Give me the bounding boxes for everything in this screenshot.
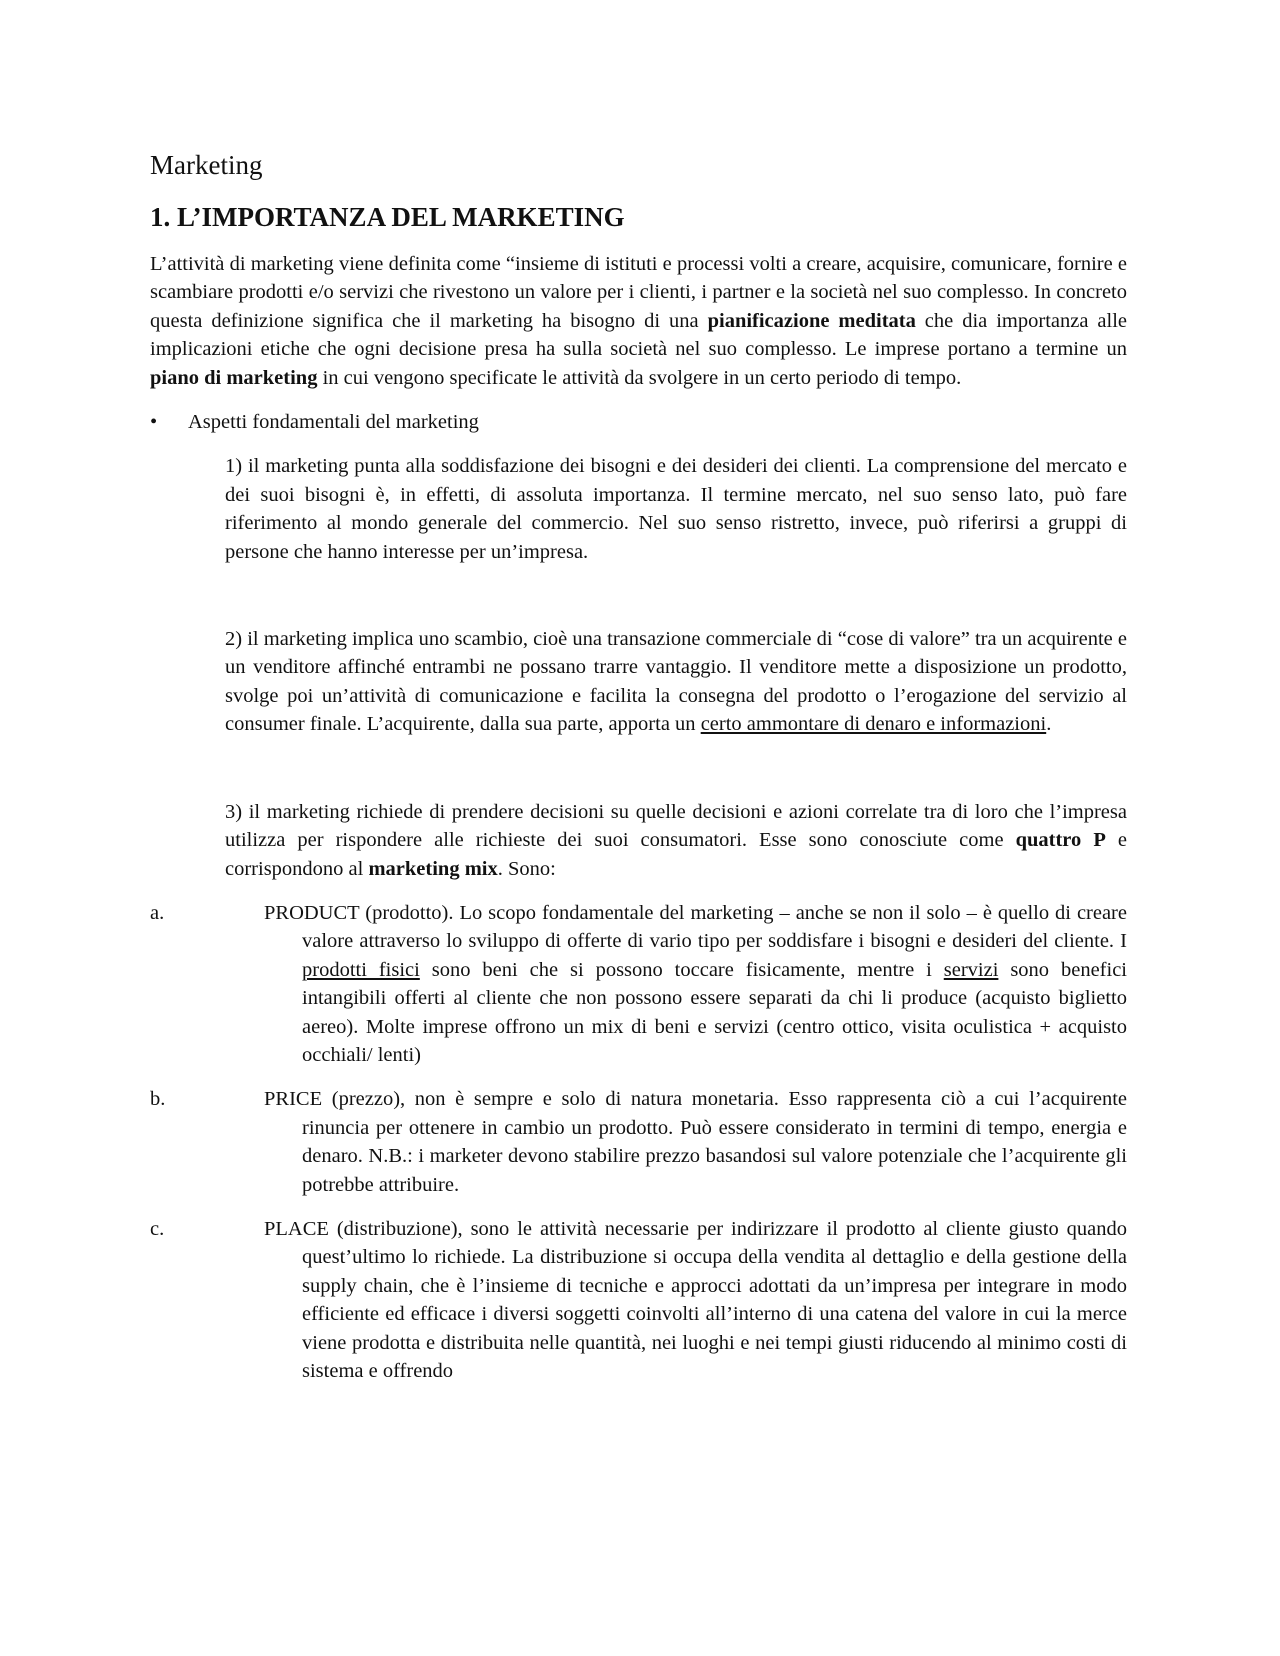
bullet-icon: • — [150, 411, 158, 434]
bullet-text: Aspetti fondamentali del marketing — [188, 411, 479, 434]
point-2-text-1: 2) il marketing implica uno scambio, cioè una transazione commerciale di “cose di valore” tra un acquirente e un venditore affinché entrambi ne possano trarre vantaggio. Il venditore mette a disposizione un prodotto, svolge poi un’attività di comunicazione e facilita la consegna del prodotto o l’erogazione del servizio al consumer finale. L’acquirente, dalla sua parte, apporta un — [225, 628, 1127, 736]
item-a-underlined-1: prodotti fisici — [302, 958, 420, 981]
point-3-paragraph — [225, 798, 1127, 883]
item-a-underlined-2: servizi — [943, 958, 999, 981]
point-2-underlined: certo ammontare di denaro e informazioni — [700, 713, 1047, 736]
list-marker-b: b. — [150, 1088, 166, 1111]
list-marker-c: c. — [150, 1217, 165, 1240]
intro-bold-2: piano di marketing — [150, 366, 318, 389]
item-c-text: PLACE (distribuzione), sono le attività necessarie per indirizzare il prodotto al cliente giusto quando quest’ultimo lo richiede. La distribuzione si occupa della vendita al dettaglio e della gestione della supply chain, che è l’insieme di tecniche e approcci adottati da un’impresa per integrare in modo efficiente ed efficace i diversi soggetti coinvolti all’interno di una catena del valore in cui la merce viene prodotta e distribuita nelle quantità, nei luoghi e nei tempi giusti riducendo al minimo costi di sistema e offrendo — [264, 1217, 1127, 1382]
section-heading: 1. L’IMPORTANZA DEL MARKETING — [150, 202, 625, 232]
document-title: Marketing — [150, 150, 263, 180]
point-2-text-2: . — [1046, 713, 1052, 736]
point-1-paragraph: 1) il marketing punta alla soddisfazione dei bisogni e dei desideri dei clienti. La comprensione del mercato e dei suoi bisogni è, in effetti, di assoluta importanza. Il termine mercato, nel suo senso lato, può fare riferimento al mondo generale del commercio. Nel suo senso ristretto, invece, può riferirsi a gruppi di persone che hanno interesse per un’impresa. — [225, 455, 1127, 563]
intro-text-2: che dia importanza alle implicazioni etiche che ogni decisione presa ha sulla società nel suo complesso. Le imprese portano a termine un — [150, 309, 1127, 361]
point-3-bold-2: marketing mix — [368, 857, 498, 880]
intro-paragraph — [150, 250, 1127, 392]
point-3-text-3: . Sono: — [497, 857, 556, 880]
point-3-text-2: e corrispondono al — [225, 829, 1127, 880]
list-item-c — [150, 1215, 1127, 1385]
bullet-item — [150, 408, 1127, 436]
item-b-text: PRICE (prezzo), non è sempre e solo di natura monetaria. Esso rappresenta ciò a cui l’acquirente rinuncia per ottenere in cambio un prodotto. Può essere considerato in termini di tempo, energia e denaro. N.B.: i marketer devono stabilire prezzo basandosi sul valore potenziale che l’acquirente gli potrebbe attribuire. — [264, 1088, 1127, 1196]
intro-text-1: L’attività di marketing viene definita come “insieme di istituti e processi volti a creare, acquisire, comunicare, fornire e scambiare prodotti e/o servizi che rivestono un valore per i clienti, i partner e la società nel suo complesso. In concreto questa definizione significa che il marketing ha bisogno di una — [150, 253, 1127, 332]
point-3-bold-1: quattro P — [1015, 829, 1106, 852]
list-marker-a: a. — [150, 901, 165, 924]
item-a-text-3: sono benefici intangibili offerti al cliente che non possono essere separati da chi li produce (acquisto biglietto aereo). Molte imprese offrono un mix di beni e servizi (centro ottico, visita oculistica + acquisto occhiali/ lenti) — [302, 958, 1127, 1066]
item-a-text-2: sono beni che si possono toccare fisicamente, mentre i — [419, 958, 944, 981]
list-item-a — [150, 899, 1127, 1069]
item-a-text-1: PRODUCT (prodotto). Lo scopo fondamentale del marketing – anche se non il solo – è quello di creare valore attraverso lo sviluppo di offerte di vario tipo per soddisfare i bisogni e desideri del cliente. I — [264, 901, 1127, 953]
point-2-paragraph — [225, 625, 1127, 739]
point-3-text-1: 3) il marketing richiede di prendere decisioni su quelle decisioni e azioni correlate tra di loro che l’impresa utilizza per rispondere alle richieste dei suoi consumatori. Esse sono conosciute come — [225, 800, 1127, 852]
list-item-b — [150, 1085, 1127, 1199]
intro-text-3: in cui vengono specificate le attività da svolgere in un certo periodo di tempo. — [317, 366, 962, 389]
intro-bold-1: pianificazione meditata — [707, 309, 916, 332]
document-page — [150, 148, 1127, 1401]
